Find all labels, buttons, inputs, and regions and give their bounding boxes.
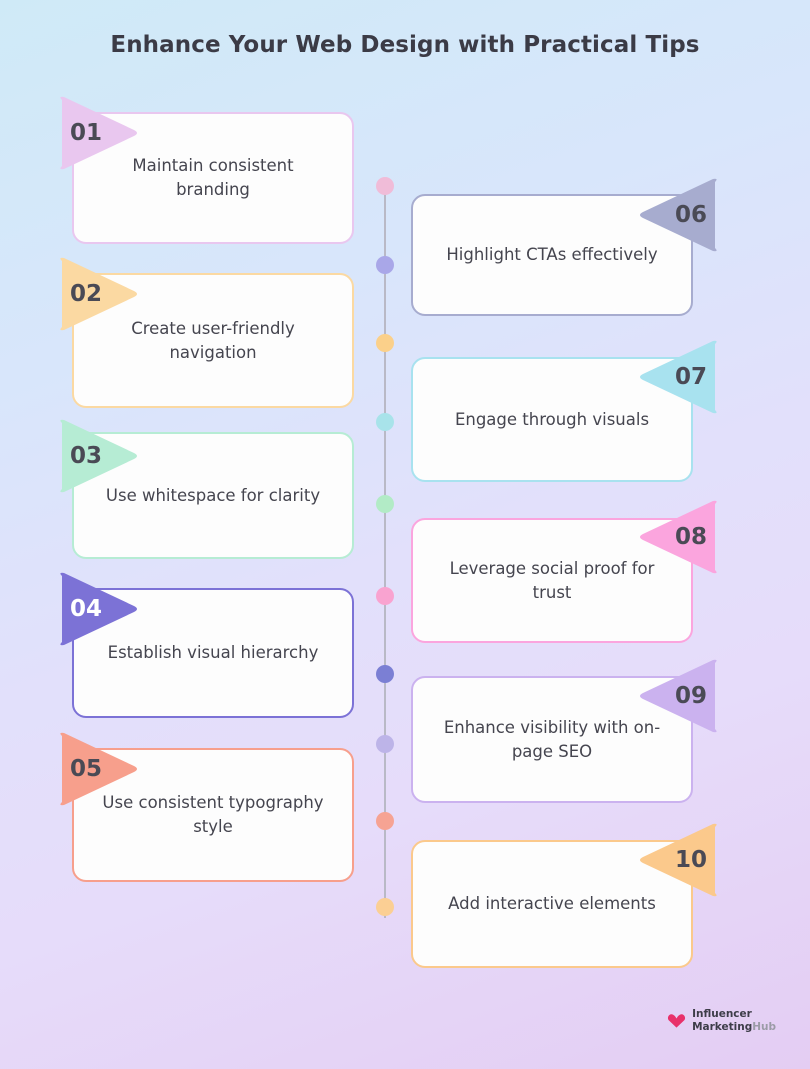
tip-number: 02 bbox=[69, 281, 102, 307]
timeline-dot bbox=[376, 177, 394, 195]
timeline-dot bbox=[376, 495, 394, 513]
timeline-dot bbox=[376, 812, 394, 830]
tip-label: Use whitespace for clarity bbox=[105, 485, 321, 505]
heart-icon bbox=[667, 1011, 686, 1030]
timeline-dot bbox=[376, 334, 394, 352]
tip-number: 06 bbox=[674, 202, 707, 228]
tip-number: 05 bbox=[69, 756, 102, 782]
tip-label: Add interactive elements bbox=[448, 894, 656, 914]
timeline-dot bbox=[376, 256, 394, 274]
tip-number-badge bbox=[637, 498, 721, 576]
tip-number: 01 bbox=[69, 120, 102, 146]
tip-label: Leverage social proof for trust bbox=[449, 558, 655, 602]
tip-number: 04 bbox=[69, 596, 102, 622]
timeline-spine bbox=[384, 178, 386, 918]
tip-number-badge bbox=[637, 338, 721, 416]
tip-label: Create user-friendly navigation bbox=[131, 318, 295, 362]
timeline-dot bbox=[376, 735, 394, 753]
brand-logo bbox=[667, 1008, 776, 1033]
logo-line-2: MarketingHub bbox=[692, 1020, 776, 1033]
tip-number-badge bbox=[56, 94, 140, 172]
tip-label: Establish visual hierarchy bbox=[107, 643, 319, 663]
timeline-dot bbox=[376, 587, 394, 605]
tip-number: 07 bbox=[674, 364, 707, 390]
tip-number-badge bbox=[637, 176, 721, 254]
timeline-dot bbox=[376, 665, 394, 683]
tip-number-badge bbox=[637, 657, 721, 735]
tip-label: Use consistent typography style bbox=[102, 793, 324, 836]
logo-text bbox=[692, 1008, 776, 1033]
page-title: Enhance Your Web Design with Practical Tips bbox=[110, 32, 700, 58]
tip-number-badge bbox=[56, 417, 140, 495]
tip-label: Highlight CTAs effectively bbox=[446, 245, 658, 265]
tip-number: 03 bbox=[69, 443, 102, 469]
logo-line-1: Influencer bbox=[692, 1008, 752, 1021]
tip-label: Enhance visibility with on-page SEO bbox=[443, 717, 661, 761]
tip-number-badge bbox=[637, 821, 721, 899]
tip-number-badge bbox=[56, 730, 140, 808]
tip-number: 08 bbox=[674, 524, 707, 550]
tip-number: 09 bbox=[674, 683, 707, 709]
tip-number-badge bbox=[56, 255, 140, 333]
timeline-dot bbox=[376, 898, 394, 916]
tip-label: Engage through visuals bbox=[454, 409, 650, 429]
tip-number: 10 bbox=[674, 847, 707, 873]
tip-label: Maintain consistent branding bbox=[132, 156, 294, 199]
timeline-dot bbox=[376, 413, 394, 431]
tip-number-badge bbox=[56, 570, 140, 648]
